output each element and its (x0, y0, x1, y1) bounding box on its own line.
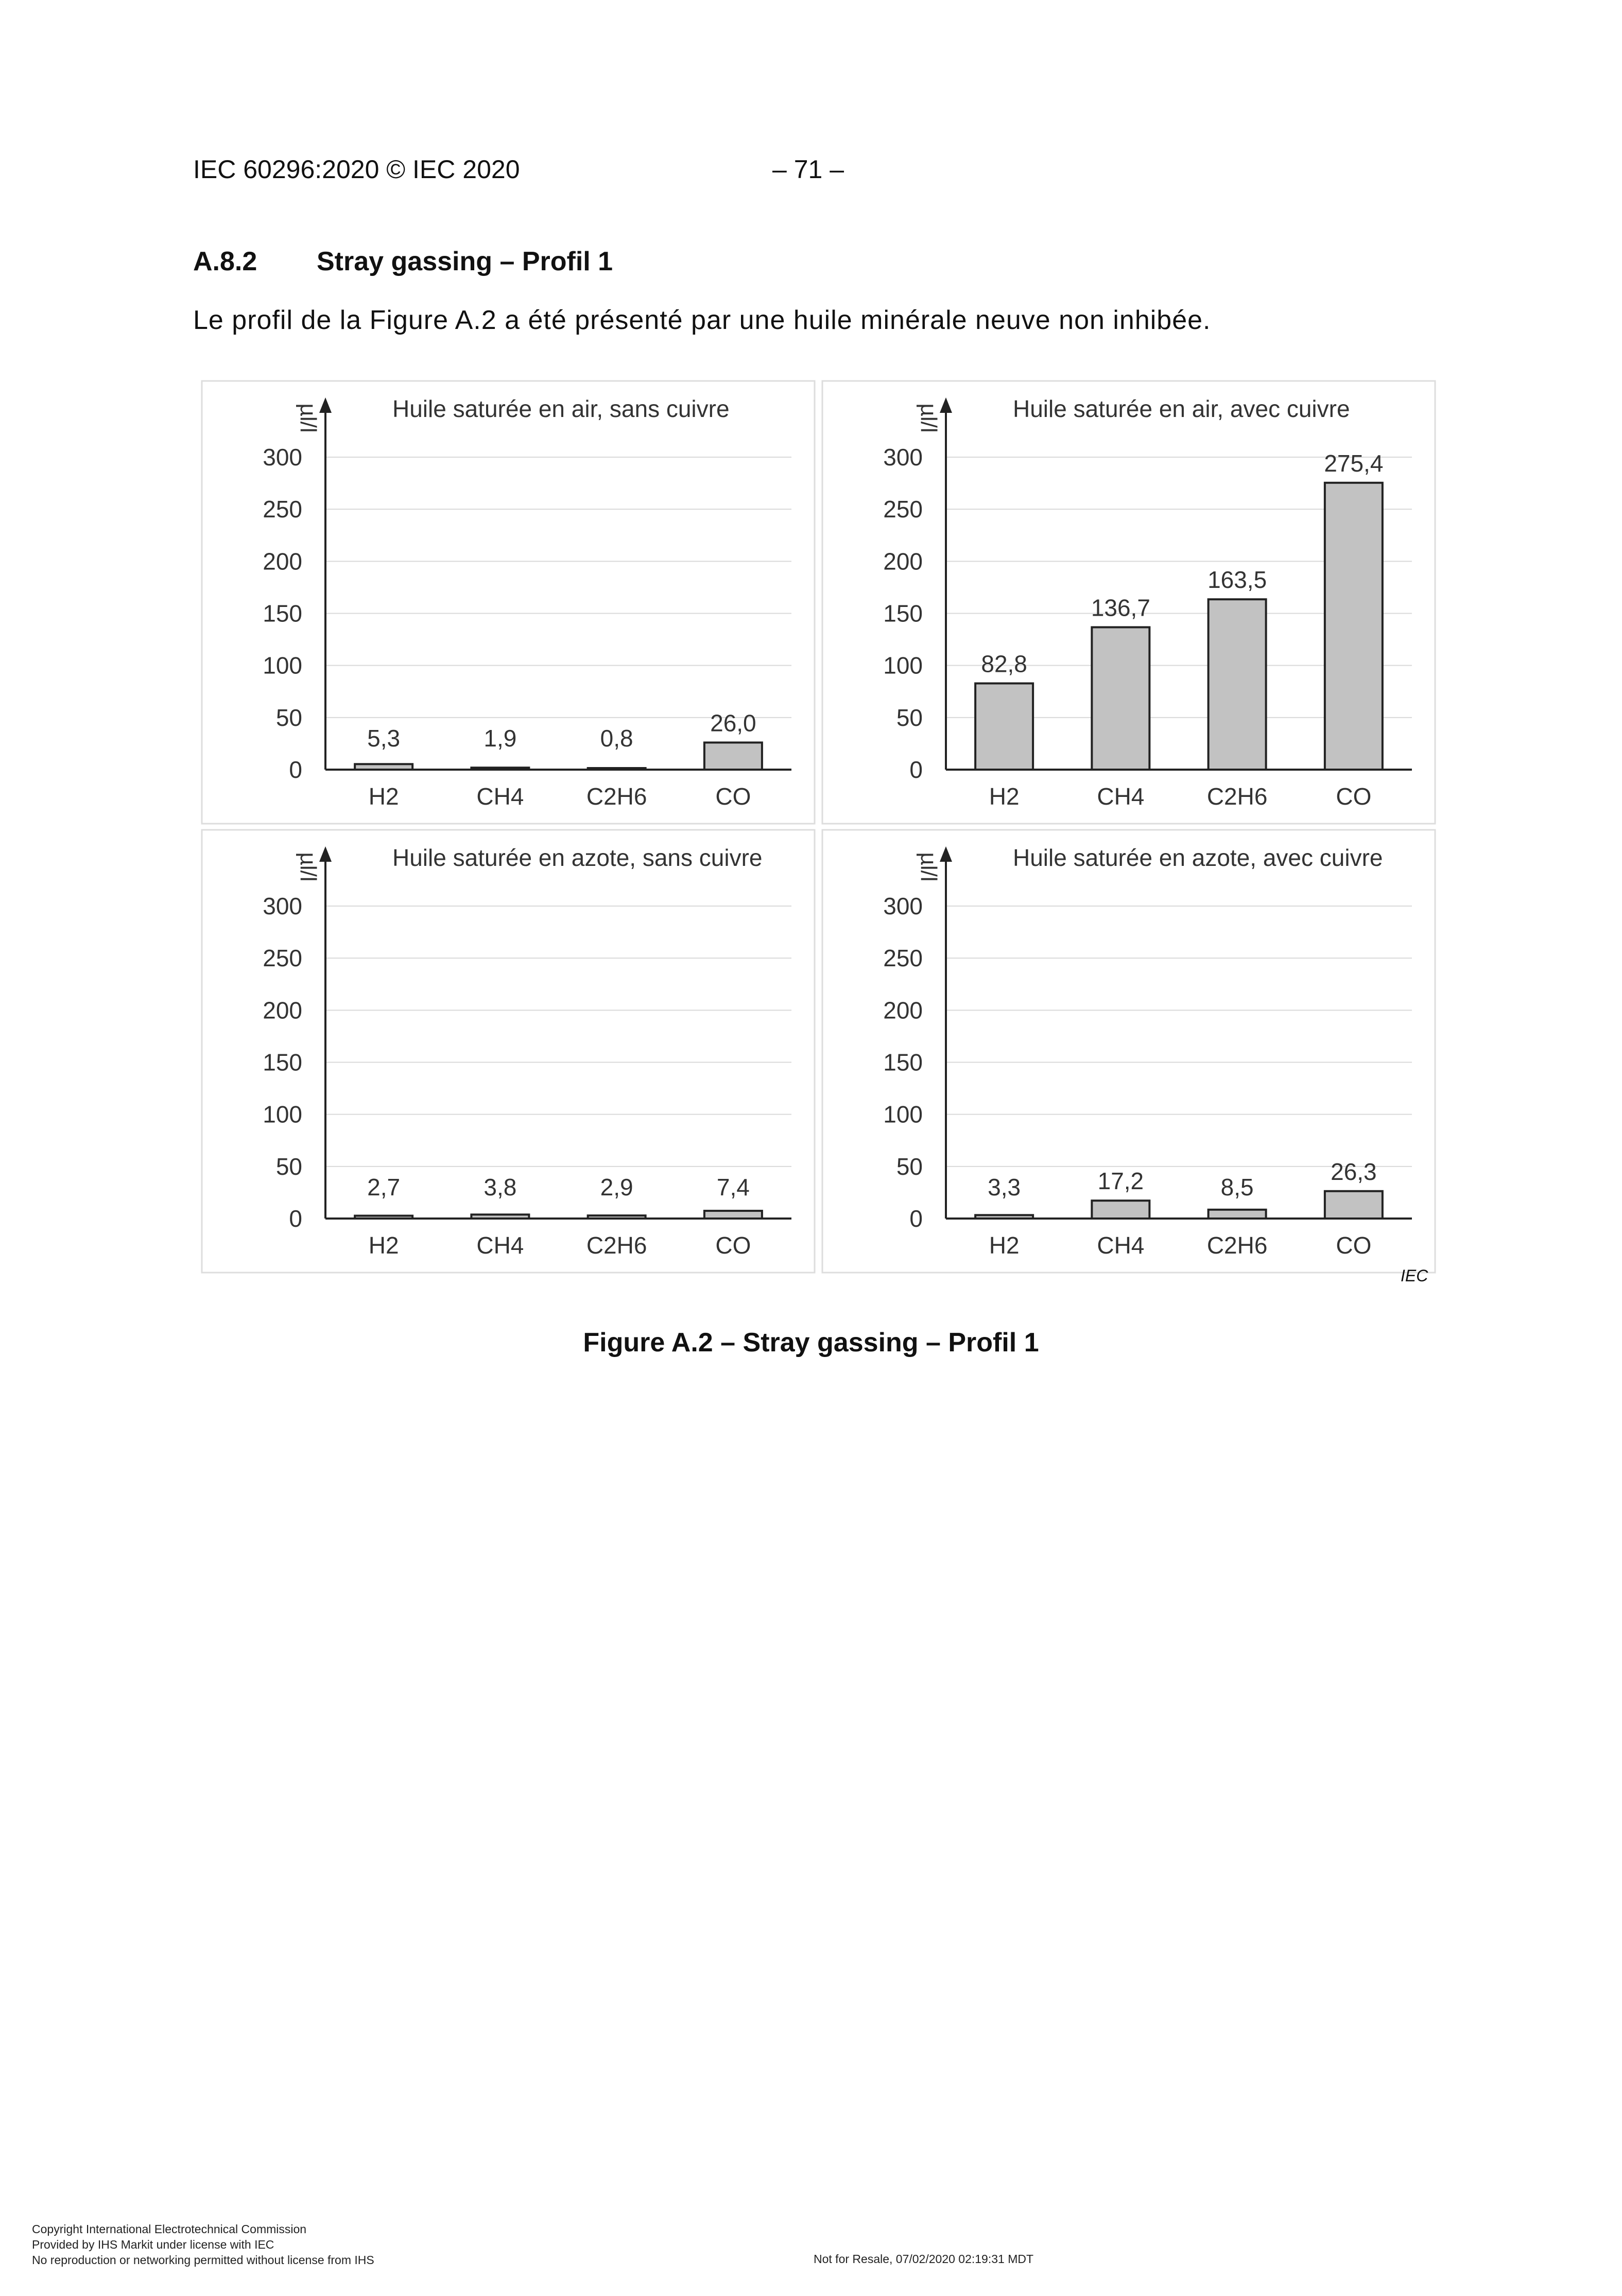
y-tick-label: 100 (883, 652, 923, 679)
bar (471, 768, 529, 770)
y-tick-label: 50 (896, 1153, 923, 1180)
document-header-ref: IEC 60296:2020 © IEC 2020 (193, 155, 520, 184)
data-label: 5,3 (367, 725, 401, 752)
figure-credit: IEC (1401, 1266, 1428, 1285)
copyright-notice (32, 2221, 374, 2268)
chart-title: Huile saturée en air, avec cuivre (1013, 395, 1350, 422)
x-tick-label: CH4 (1097, 783, 1145, 810)
x-tick-label: CO (1336, 783, 1372, 810)
y-tick-label: 300 (263, 893, 302, 919)
data-label: 26,0 (710, 709, 756, 737)
y-tick-label: 0 (289, 756, 302, 783)
y-axis-label: µl/l (296, 403, 321, 433)
y-tick-label: 200 (263, 548, 302, 575)
x-tick-label: H2 (368, 783, 399, 810)
data-label: 163,5 (1207, 566, 1267, 594)
y-tick-label: 0 (909, 756, 923, 783)
y-tick-label: 200 (883, 997, 923, 1024)
y-tick-label: 100 (263, 652, 302, 679)
chart-title: Huile saturée en air, sans cuivre (392, 395, 730, 422)
data-label: 17,2 (1097, 1168, 1144, 1195)
y-tick-label: 200 (263, 997, 302, 1024)
data-label: 3,3 (988, 1174, 1021, 1201)
x-tick-label: CH4 (1097, 1232, 1145, 1259)
y-tick-label: 250 (883, 945, 923, 972)
x-tick-label: C2H6 (586, 783, 647, 810)
bar (1209, 599, 1266, 770)
data-label: 26,3 (1331, 1158, 1377, 1185)
copyright-line: Provided by IHS Markit under license with IEC (32, 2238, 274, 2251)
y-tick-label: 250 (883, 496, 923, 523)
bar (1092, 1201, 1149, 1219)
data-label: 7,4 (716, 1174, 750, 1201)
x-tick-label: CO (715, 1232, 751, 1259)
y-tick-label: 50 (275, 704, 302, 731)
x-tick-label: CO (715, 783, 751, 810)
x-tick-label: H2 (989, 1232, 1020, 1259)
bar (471, 1214, 529, 1219)
bar (1325, 1191, 1383, 1219)
x-tick-label: H2 (368, 1232, 399, 1259)
bar (975, 683, 1033, 770)
copyright-line: Copyright International Electrotechnical Commission (32, 2222, 307, 2236)
section-number: A.8.2 (193, 247, 257, 276)
bar (1092, 627, 1149, 770)
y-tick-label: 300 (263, 444, 302, 471)
section-title: Stray gassing – Profil 1 (317, 247, 613, 276)
y-tick-label: 100 (883, 1101, 923, 1128)
bar (1209, 1210, 1266, 1219)
x-tick-label: C2H6 (1206, 1232, 1268, 1259)
y-tick-label: 50 (896, 704, 923, 731)
x-tick-label: C2H6 (1206, 783, 1268, 810)
data-label: 2,7 (367, 1174, 401, 1201)
x-tick-label: H2 (989, 783, 1020, 810)
x-tick-label: CH4 (476, 783, 524, 810)
y-tick-label: 300 (883, 444, 923, 471)
bar (1325, 483, 1383, 770)
copyright-line: No reproduction or networking permitted without license from IHS (32, 2253, 374, 2267)
x-tick-label: C2H6 (586, 1232, 647, 1259)
bar (355, 1216, 412, 1219)
resale-notice: Not for Resale, 07/02/2020 02:19:31 MDT (814, 2252, 1034, 2266)
bar (704, 1211, 762, 1219)
y-axis-label: µl/l (916, 403, 941, 433)
y-axis-label: µl/l (916, 852, 941, 882)
chart-title: Huile saturée en azote, sans cuivre (392, 844, 763, 871)
figure-caption: Figure A.2 – Stray gassing – Profil 1 (583, 1328, 1039, 1358)
data-label: 0,8 (600, 725, 633, 752)
bar (355, 764, 412, 770)
y-tick-label: 50 (275, 1153, 302, 1180)
data-label: 136,7 (1091, 594, 1150, 621)
x-tick-label: CO (1336, 1232, 1372, 1259)
y-tick-label: 150 (263, 1049, 302, 1076)
data-label: 3,8 (484, 1174, 517, 1201)
page-number: – 71 – (772, 155, 844, 184)
y-tick-label: 0 (909, 1205, 923, 1232)
bar (588, 1215, 646, 1219)
y-tick-label: 150 (883, 1049, 923, 1076)
data-label: 1,9 (484, 725, 517, 752)
intro-paragraph: Le profil de la Figure A.2 a été présenté par une huile minérale neuve non inhibée. (193, 305, 1211, 335)
data-label: 275,4 (1324, 449, 1384, 477)
bar (975, 1215, 1033, 1219)
y-tick-label: 250 (263, 496, 302, 523)
y-tick-label: 150 (263, 600, 302, 627)
bar (704, 742, 762, 770)
chart-title: Huile saturée en azote, avec cuivre (1013, 844, 1383, 871)
x-tick-label: CH4 (476, 1232, 524, 1259)
bar (588, 768, 646, 770)
data-label: 2,9 (600, 1174, 633, 1201)
y-tick-label: 300 (883, 893, 923, 919)
data-label: 82,8 (981, 650, 1027, 677)
y-tick-label: 0 (289, 1205, 302, 1232)
y-axis-label: µl/l (296, 852, 321, 882)
data-label: 8,5 (1220, 1174, 1254, 1201)
y-tick-label: 100 (263, 1101, 302, 1128)
y-tick-label: 150 (883, 600, 923, 627)
y-tick-label: 250 (263, 945, 302, 972)
y-tick-label: 200 (883, 548, 923, 575)
